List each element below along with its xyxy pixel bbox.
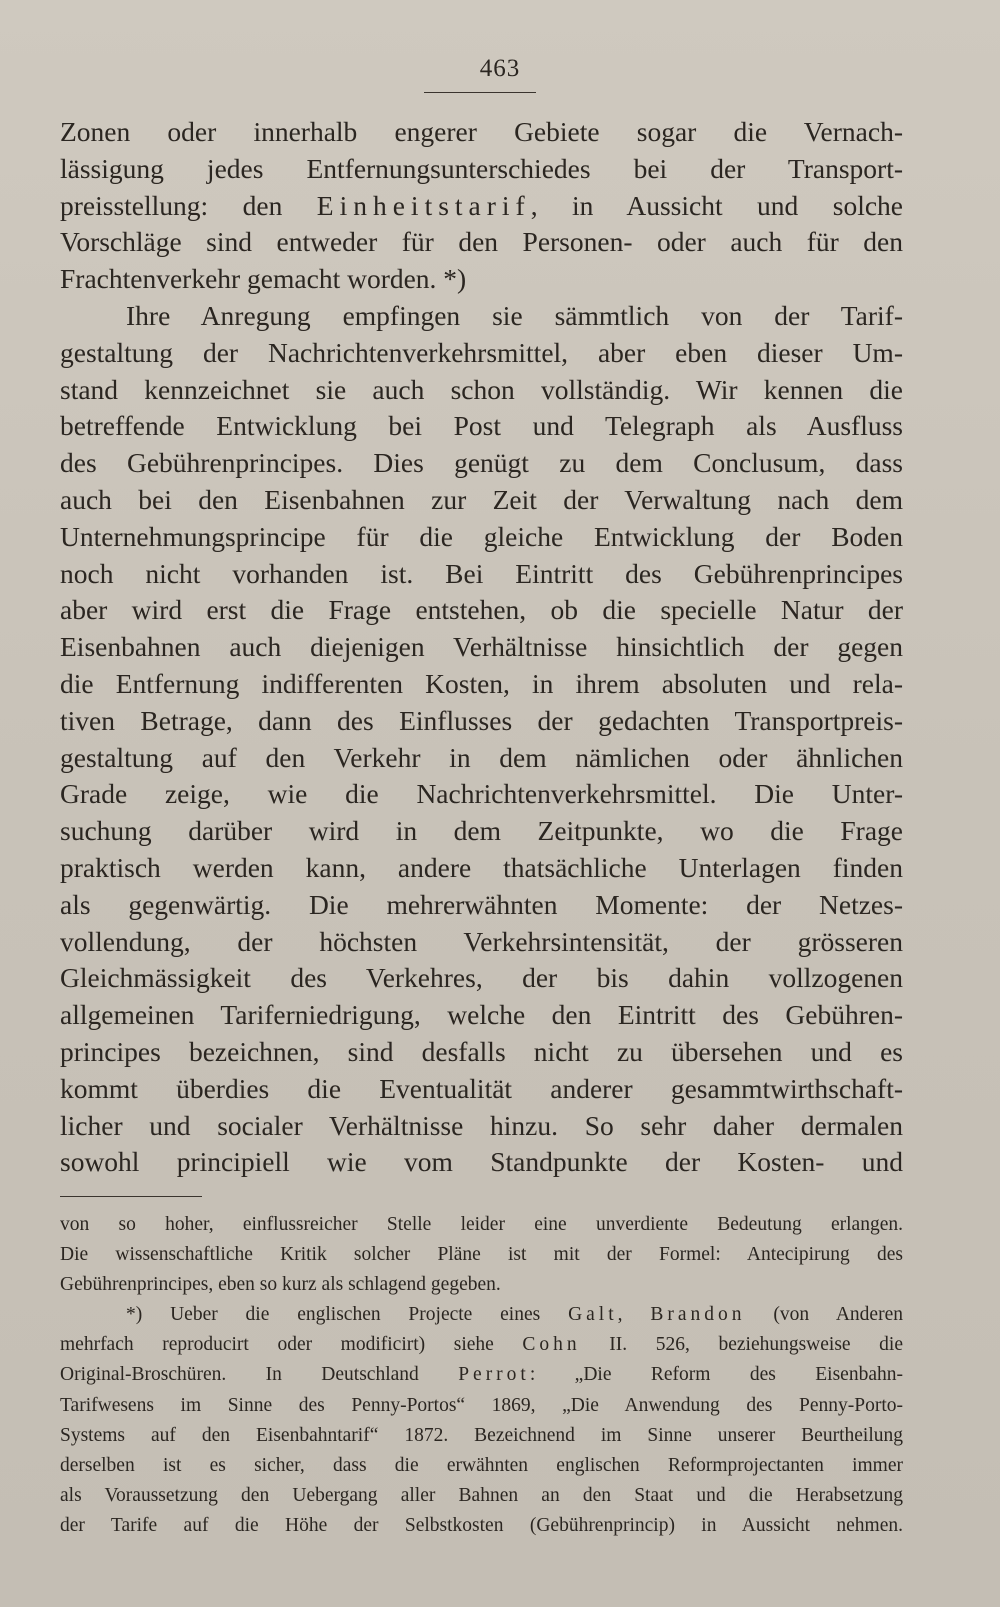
main-text (60, 114, 903, 1181)
text-line: tiven Betrage, dann des Einflusses der gedachten Transportpreis- (60, 704, 903, 736)
text-line: Zonen oder innerhalb engerer Gebiete sogar die Vernach- (60, 116, 903, 147)
text-line: Unternehmungsprincipe für die gleiche Entwicklung der Boden (60, 520, 903, 552)
text-line: lässigung jedes Entfernungsunterschiedes bei der Transport- (60, 152, 903, 184)
footnote-line: mehrfach reproducirt oder modificirt) siehe Cohn II. 526, beziehungsweise die (60, 1334, 903, 1356)
text-line: des Gebührenprincipes. Dies genügt zu dem Conclusum, dass (60, 447, 903, 479)
text-line: stand kennzeichnet sie auch schon vollständig. Wir kennen die (60, 373, 903, 405)
text-line: sowohl principiell wie vom Standpunkte der Kosten- und (60, 1146, 903, 1178)
footnote-line: *) Ueber die englischen Projecte eines Galt, Brandon (von Anderen (126, 1304, 903, 1326)
footnote-line: derselben ist es sicher, dass die erwähnten englischen Reformprojectanten immer (60, 1454, 903, 1476)
footnote-line: Gebührenprincipes, eben so kurz als schlagend gegeben. (60, 1274, 501, 1296)
text-line: preisstellung: den Einheitstarif, in Aussicht und solche (60, 189, 903, 221)
page-number: 463 (479, 55, 521, 82)
text-line: aber wird erst die Frage entstehen, ob die specielle Natur der (60, 594, 903, 626)
footnotes (60, 1210, 903, 1541)
text-line: kommt überdies die Eventualität anderer gesammtwirthschaft- (60, 1072, 903, 1104)
text-line: praktisch werden kann, andere thatsächliche Unterlagen finden (60, 851, 903, 883)
text-line: betreffende Entwicklung bei Post und Telegraph als Ausfluss (60, 410, 903, 442)
text-line: auch bei den Eisenbahnen zur Zeit der Verwaltung nach dem (60, 483, 903, 515)
footnote-line: Original-Broschüren. In Deutschland Perrot: „Die Reform des Eisenbahn- (60, 1364, 903, 1386)
footnote-line: Tarifwesens im Sinne des Penny-Portos“ 1869, „Die Anwendung des Penny-Porto- (60, 1394, 903, 1416)
text-line: Eisenbahnen auch diejenigen Verhältnisse hinsichtlich der gegen (60, 631, 903, 663)
name-perrot: Perrot (458, 1364, 530, 1386)
footnote-line: Die wissenschaftliche Kritik solcher Pläne ist mit der Formel: Antecipirung des (60, 1244, 903, 1266)
header-rule (424, 92, 536, 93)
text-line: Frachtenverkehr gemacht worden. *) (60, 263, 467, 295)
name-galt: Galt (568, 1304, 618, 1326)
text-line: noch nicht vorhanden ist. Bei Eintritt des Gebührenprincipes (60, 557, 903, 589)
text-line: allgemeinen Tariferniedrigung, welche den Eintritt des Gebühren- (60, 999, 903, 1031)
name-cohn: Cohn (522, 1334, 581, 1356)
text-line: principes bezeichnen, sind desfalls nicht zu übersehen und es (60, 1035, 903, 1067)
name-brandon: Brandon (650, 1304, 746, 1326)
text-line: als gegenwärtig. Die mehrerwähnten Momente: der Netzes- (60, 888, 903, 920)
text-line: gestaltung der Nachrichtenverkehrsmittel, aber eben dieser Um- (60, 336, 903, 368)
text-line: gestaltung auf den Verkehr in dem nämlichen oder ähnlichen (60, 741, 903, 773)
text-line: suchung darüber wird in dem Zeitpunkte, wo die Frage (60, 815, 903, 847)
text-line: Vorschläge sind entweder für den Personen- oder auch für den (60, 226, 903, 258)
text-line: vollendung, der höchsten Verkehrsintensität, der grösseren (60, 925, 903, 957)
text-line: Gleichmässigkeit des Verkehres, der bis dahin vollzogenen (60, 962, 903, 994)
text-line: Ihre Anregung empfingen sie sämmtlich von der Tarif- (126, 299, 903, 331)
footnote-line: der Tarife auf die Höhe der Selbstkosten (Gebührenprincip) in Aussicht nehmen. (60, 1514, 903, 1536)
footnote-line: als Voraussetzung den Uebergang aller Bahnen an den Staat und die Herabsetzung (60, 1484, 903, 1506)
text-line: licher und socialer Verhältnisse hinzu. So sehr daher dermalen (60, 1109, 903, 1141)
text-line: Grade zeige, wie die Nachrichtenverkehrsmittel. Die Unter- (60, 778, 903, 810)
emphasis-einheitstarif: Einheitstarif (316, 189, 531, 221)
footnote-line: von so hoher, einflussreicher Stelle leider eine unverdiente Bedeutung erlangen. (60, 1214, 903, 1235)
footnote-line: Systems auf den Eisenbahntarif“ 1872. Bezeichnend im Sinne unserer Beurtheilung (60, 1424, 903, 1446)
text-line: die Entfernung indifferenten Kosten, in ihrem absoluten und rela- (60, 667, 903, 699)
footnote-rule (60, 1196, 202, 1197)
